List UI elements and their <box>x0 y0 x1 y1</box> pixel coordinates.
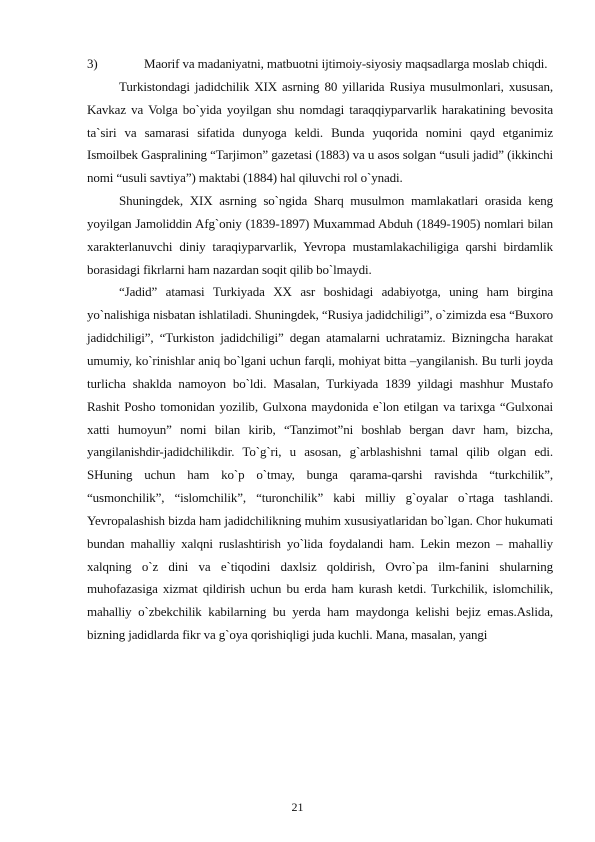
paragraph-jadidism-origins: Turkistondagi jadidchilik XIX asrning 80 yillarida Rusiya musulmonlari, xususan, Kavkaz va Volga bo`yida yoyilgan shu nomdagi taraqqiyparvarlik harakatining bevosita ta`siri va samarasi sifatida dunyoga keldi. Bunda yuqorida nomini qayd etganimiz Ismoilbek Gaspralining “Tarjimon” gazetasi (1883) va u asos solgan “usuli jadid” (ikkinchi nomi “usuli savtiya”) maktabi (1884) hal qiluvchi rol o`ynadi. <box>87 78 553 186</box>
list-item-text: Maorif va madaniyatni, matbuotni ijtimoiy-siyosiy maqsadlarga moslab chiqdi. <box>144 56 548 71</box>
list-item-number: 3) <box>87 56 98 71</box>
paragraph-eastern-influence: Shuningdek, XIX asrning so`ngida Sharq musulmon mamlakatlari orasida keng yoyilgan Jamoliddin Afg`oniy (1839-1897) Muxammad Abduh (1849-1905) nomlari bilan xarakterlanuvchi diniy taraqiyparvarlik, Yevropa mustamlakachiligiga qarshi birdamlik borasidagi fikrlarni ham nazardan soqit qilib bo`lmaydi. <box>87 193 553 277</box>
list-item-3 <box>87 53 553 76</box>
paragraph-jadid-term: “Jadid” atamasi Turkiyada XX asr boshidagi adabiyotga, uning ham birgina yo`nalishiga nisbatan ishlatiladi. Shuningdek, “Rusiya jadidchiligi”, o`zimizda esa “Buxoro jadidchiligi”, “Turkiston jadidchiligi” degan atamalarni uchratamiz. Bizningcha harakat umumiy, ko`rinishlar aniq bo`lgani uchun farqli, mohiyat bitta –yangilanish. Bu turli joyda turlicha shaklda namoyon bo`ldi. Masalan, Turkiyada 1839 yildagi mashhur Mustafo Rashit Posho tomonidan yozilib, Gulxona maydonida e`lon etilgan va tarixga “Gulxonai xatti humoyun” nomi bilan kirib, “Tanzimot”ni boshlab bergan davr ham, bizcha, yangilanishdir-jadidchilikdir. To`g`ri, u asosan, g`arblashishni tamal qilib olgan edi. SHuning uchun ham ko`p o`tmay, bunga qarama-qarshi ravishda “turkchilik”, “usmonchilik”, “islomchilik”, “turonchilik” kabi milliy g`oyalar o`rtaga tashlandi. Yevropalashish bizda ham jadidchilikning muhim xususiyatlaridan bo`lgan. Chor hukumati bundan mahalliy xalqni ruslashtirish yo`lida foydalandi ham. Lekin mezon – mahalliy xalqning o`z dini va e`tiqodini daxlsiz qoldirish, Ovro`pa ilm-fanini shularning muhofazasiga xizmat qildirish uchun bu erda ham kurash ketdi. Turkchilik, islomchilik, mahalliy o`zbekchilik kabilarning bu yerda ham maydonga kelishi bejiz emas.Aslida, bizning jadidlarda fikr va g`oya qorishiqligi juda kuchli. Mana, masalan, yangi <box>87 284 554 643</box>
page-number: 21 <box>291 800 304 814</box>
document-page <box>87 53 553 647</box>
